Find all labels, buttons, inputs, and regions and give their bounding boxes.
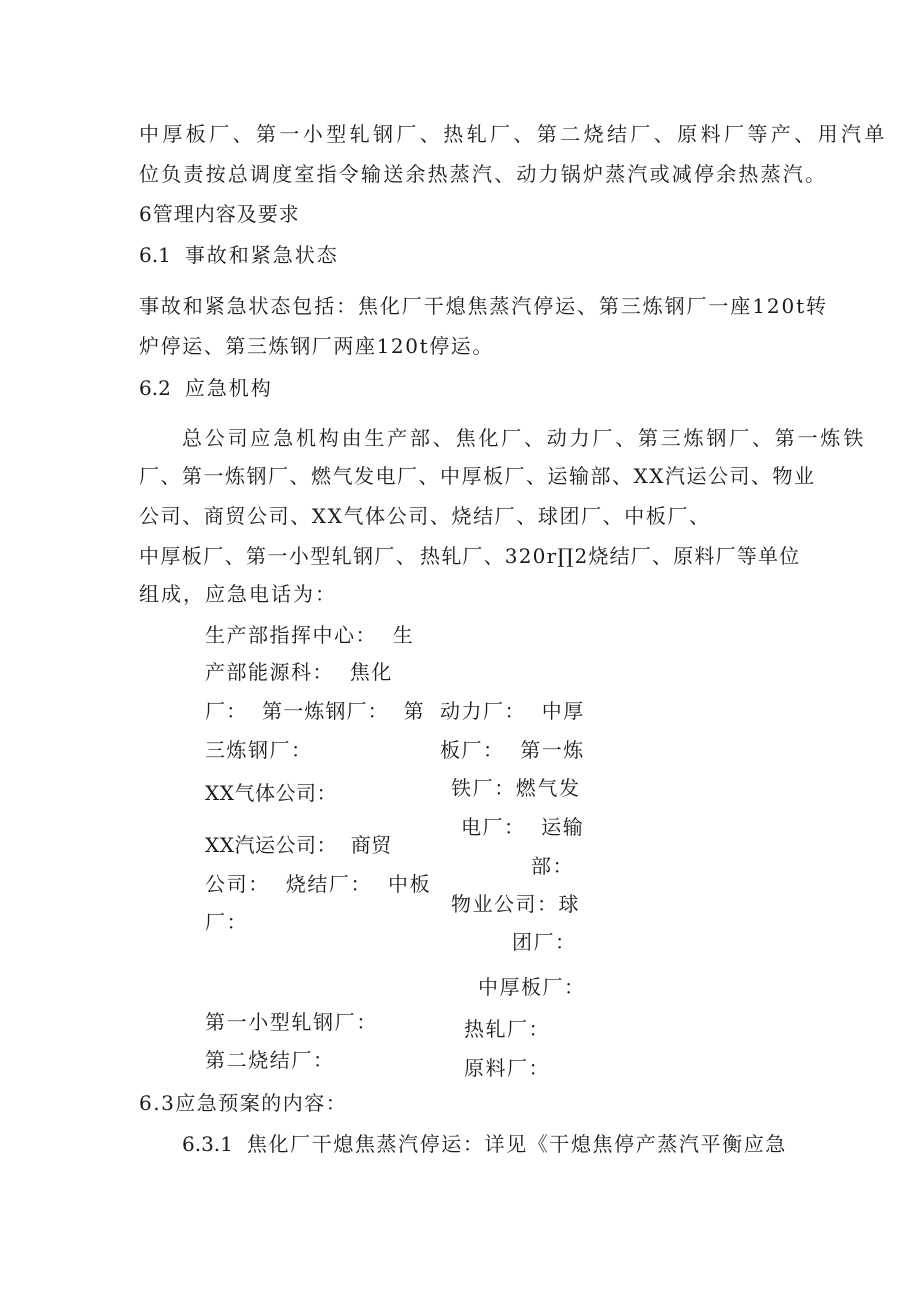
paragraph-2-line-2: 炉停运、第三炼钢厂两座120t停运。	[139, 334, 495, 358]
phone-list-right-row-4: 电厂： 运输	[461, 815, 585, 839]
section-number: 6.2	[139, 376, 171, 400]
phone-list-left-row-2: 产部能源科： 焦化	[205, 660, 393, 684]
section-text: 焦化厂干熄焦蒸汽停运：详见《干熄焦停产蒸汽平衡应急	[246, 1132, 787, 1156]
section-6-3-heading: 6.3应急预案的内容：	[139, 1091, 348, 1115]
section-title: 事故和紧急状态	[184, 243, 339, 267]
phone-list-right-row-2: 板厂： 第一炼	[440, 738, 585, 762]
section-6-3-1-line	[182, 1134, 787, 1154]
phone-list-left-row-4: 三炼钢厂：	[205, 738, 313, 762]
paragraph-3-line-2: 厂、第一炼钢厂、燃气发电厂、中厚板厂、运输部、XX汽运公司、物业	[139, 464, 816, 488]
phone-list-left-row-10: 第二烧结厂：	[205, 1048, 335, 1072]
phone-list-left-row-9: 第一小型轧钢厂：	[205, 1010, 378, 1034]
paragraph-3-line-4-part-2: 热轧厂、320r∏2烧结厂、原料厂等单位	[420, 544, 801, 568]
phone-list-left-row-8: 厂：	[205, 910, 248, 934]
phone-list-right-row-1: 动力厂： 中厚	[440, 699, 585, 723]
phone-list-left-row-5: XX气体公司：	[205, 781, 337, 805]
paragraph-1-line-2: 位负责按总调度室指令输送余热蒸汽、动力锅炉蒸汽或减停余热蒸汽。	[139, 162, 828, 186]
phone-list-right-row-9: 热轧厂：	[464, 1017, 550, 1041]
section-title: 应急机构	[184, 376, 273, 400]
phone-list-left-row-1: 生产部指挥中心： 生	[205, 623, 415, 647]
paragraph-3-line-4-part-1: 中厚板厂、第一小型轧钢厂、	[139, 544, 418, 568]
paragraph-3-line-1: 总公司应急机构由生产部、焦化厂、动力厂、第三炼钢厂、第一炼铁	[182, 426, 866, 450]
phone-list-left-row-6: XX汽运公司： 商贸	[205, 833, 392, 857]
phone-list-left-row-3: 厂： 第一炼钢厂： 第	[205, 699, 425, 723]
phone-list-right-row-6: 物业公司：球	[451, 892, 580, 916]
paragraph-1-line-1: 中厚板厂、第一小型轧钢厂、热轧厂、第二烧结厂、原料厂等产、用汽单	[139, 122, 888, 146]
paragraph-2-line-1: 事故和紧急状态包括：焦化厂干熄焦蒸汽停运、第三炼钢厂一座120t转	[139, 294, 828, 318]
phone-list-right-row-5: 部：	[531, 854, 574, 878]
phone-list-right-row-10: 原料厂：	[464, 1056, 550, 1080]
section-6-heading: 6管理内容及要求	[139, 202, 300, 226]
section-6-1-heading	[139, 245, 339, 265]
phone-list-left-row-7: 公司： 烧结厂： 中板	[205, 872, 432, 896]
paragraph-3-line-3: 公司、商贸公司、XX气体公司、烧结厂、球团厂、中板厂、	[139, 504, 711, 528]
phone-list-right-row-8: 中厚板厂：	[478, 975, 586, 999]
phone-list-right-row-7: 团厂：	[512, 930, 577, 954]
paragraph-3-line-5: 组成，应急电话为：	[139, 582, 337, 606]
phone-list-right-row-3: 铁厂：燃气发	[451, 776, 581, 800]
section-6-2-heading	[139, 378, 273, 398]
section-number: 6.1	[139, 243, 171, 267]
section-number: 6.3.1	[182, 1132, 233, 1156]
